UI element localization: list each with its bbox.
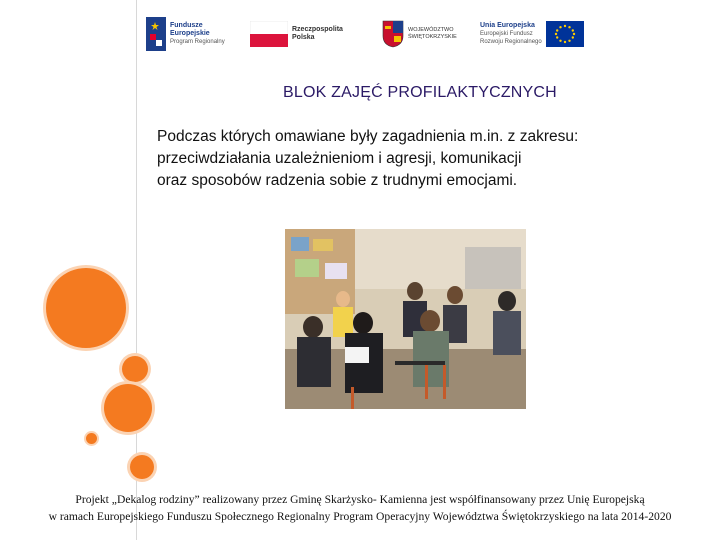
fe-line1: Fundusze — [170, 22, 203, 29]
crest-icon — [382, 20, 404, 48]
ue-line1: Unia Europejska — [480, 22, 535, 29]
fundusze-europejskie-logo — [146, 14, 225, 54]
unia-europejska-logo — [480, 14, 584, 54]
woj-line1: WOJEWÓDZTWO — [408, 27, 454, 33]
decor-circle-medium-2 — [104, 384, 152, 432]
decor-circle-medium — [122, 356, 148, 382]
slide-body — [157, 126, 677, 192]
workshop-photo-illustration — [285, 229, 526, 409]
footer-line-2: w ramach Europejskiego Funduszu Społecznego Regionalny Program Operacyjny Województwa Świętokrzyskiego na lata 2014-2020 — [48, 510, 672, 523]
decor-circle-large — [46, 268, 126, 348]
rp-line2: Polska — [292, 34, 315, 41]
decor-circle-small — [86, 433, 97, 444]
body-line-3: oraz sposobów radzenia sobie z trudnymi emocjami. — [157, 172, 518, 189]
rzeczpospolita-logo — [250, 14, 343, 54]
fe-line2: Europejskie — [170, 30, 210, 37]
body-line-1: Podczas których omawiane były zagadnienia m.in. z zakresu: — [157, 128, 579, 145]
eu-flag-icon — [546, 21, 584, 47]
wojewodztwo-logo — [382, 14, 457, 54]
woj-line2: ŚWIĘTOKRZYSKIE — [408, 34, 457, 40]
workshop-photo — [285, 229, 526, 409]
decor-circle-small-2 — [130, 455, 154, 479]
body-line-2: przeciwdziałania uzależnieniom i agresji, komunikacji — [157, 150, 522, 167]
project-footer — [0, 491, 720, 525]
slide-title: BLOK ZAJĘĆ PROFILAKTYCZNYCH — [283, 84, 557, 101]
fe-sub: Program Regionalny — [170, 39, 225, 45]
fundusze-europejskie-icon — [146, 17, 166, 51]
footer-line-1: Projekt „Dekalog rodziny” realizowany przez Gminę Skarżysko- Kamienna jest współfinansowany przez Unię Europejską — [75, 493, 645, 506]
polish-flag-icon — [250, 21, 288, 47]
ue-sub1: Europejski Fundusz — [480, 31, 533, 37]
ue-sub2: Rozwoju Regionalnego — [480, 39, 542, 45]
rp-line1: Rzeczpospolita — [292, 26, 343, 33]
funding-logos-bar — [146, 14, 596, 56]
